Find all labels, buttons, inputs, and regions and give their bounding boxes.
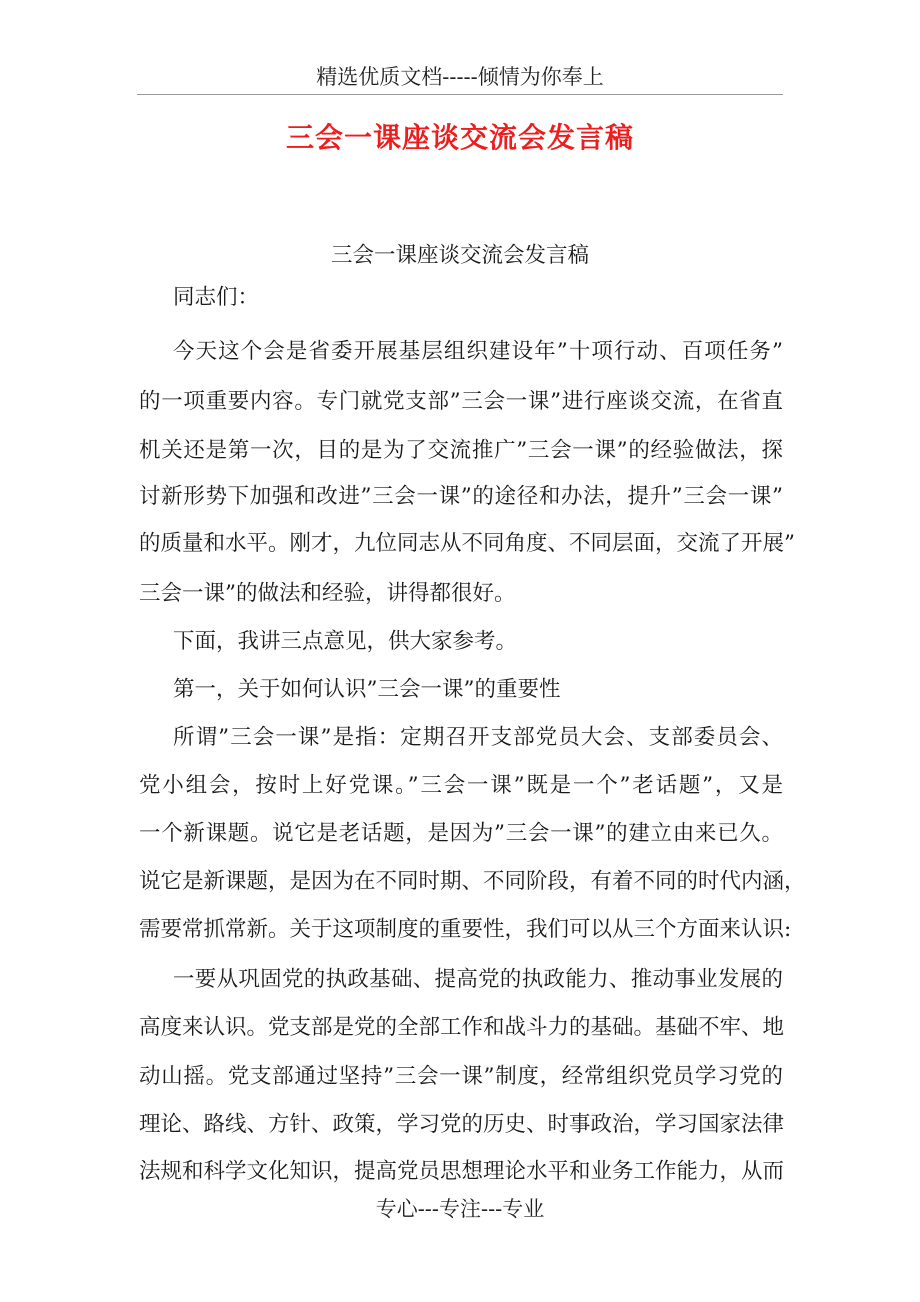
document-title: 三会一课座谈交流会发言稿 — [285, 121, 634, 154]
paragraph-line: 说它是新课题，是因为在不同时期、不同阶段，有着不同的时代内涵， — [139, 869, 806, 894]
paragraph-line: 所谓”三会一课”是指：定期召开支部党员大会、支部委员会、 — [173, 725, 783, 750]
page-footer: 专心---专注---专业 — [375, 1197, 545, 1221]
paragraph-line: 今天这个会是省委开展基层组织建设年”十项行动、百项任务” — [173, 339, 783, 364]
paragraph-line: 三会一课”的做法和经验，讲得都很好。 — [139, 581, 516, 606]
paragraph-line: 的一项重要内容。专门就党支部”三会一课”进行座谈交流，在省直 — [139, 389, 783, 414]
salutation-line: 同志们： — [173, 285, 260, 310]
page-header: 精选优质文档-----倾情为你奉上 — [316, 65, 604, 89]
paragraph-line: 机关还是第一次，目的是为了交流推广”三会一课”的经验做法，探 — [139, 438, 783, 463]
section-heading: 第一，关于如何认识”三会一课”的重要性 — [173, 677, 561, 702]
paragraph-line: 法规和科学文化知识，提高党员思想理论水平和业务工作能力，从而 — [139, 1159, 785, 1184]
paragraph-line: 的质量和水平。刚才，九位同志从不同角度、不同层面，交流了开展” — [139, 531, 795, 556]
document-subtitle: 三会一课座谈交流会发言稿 — [330, 243, 589, 268]
paragraph-line: 高度来认识。党支部是党的全部工作和战斗力的基础。基础不牢、地 — [139, 1015, 785, 1040]
paragraph-line: 一个新课题。说它是老话题，是因为”三会一课”的建立由来已久。 — [139, 821, 783, 846]
paragraph-line: 党小组会，按时上好党课。”三会一课”既是一个”老话题”，又是 — [139, 773, 783, 798]
paragraph-line: 需要常抓常新。关于这项制度的重要性，我们可以从三个方面来认识: — [139, 917, 792, 942]
paragraph-line: 动山摇。党支部通过坚持”三会一课”制度，经常组织党员学习党的 — [139, 1064, 783, 1089]
paragraph-line: 一要从巩固党的执政基础、提高党的执政能力、推动事业发展的 — [173, 967, 783, 992]
header-divider — [137, 94, 783, 95]
paragraph-line: 下面，我讲三点意见，供大家参考。 — [173, 629, 518, 654]
paragraph-line: 讨新形势下加强和改进”三会一课”的途径和办法，提升”三会一课” — [139, 484, 783, 509]
paragraph-line: 理论、路线、方针、政策，学习党的历史、时事政治，学习国家法律 — [139, 1112, 785, 1137]
